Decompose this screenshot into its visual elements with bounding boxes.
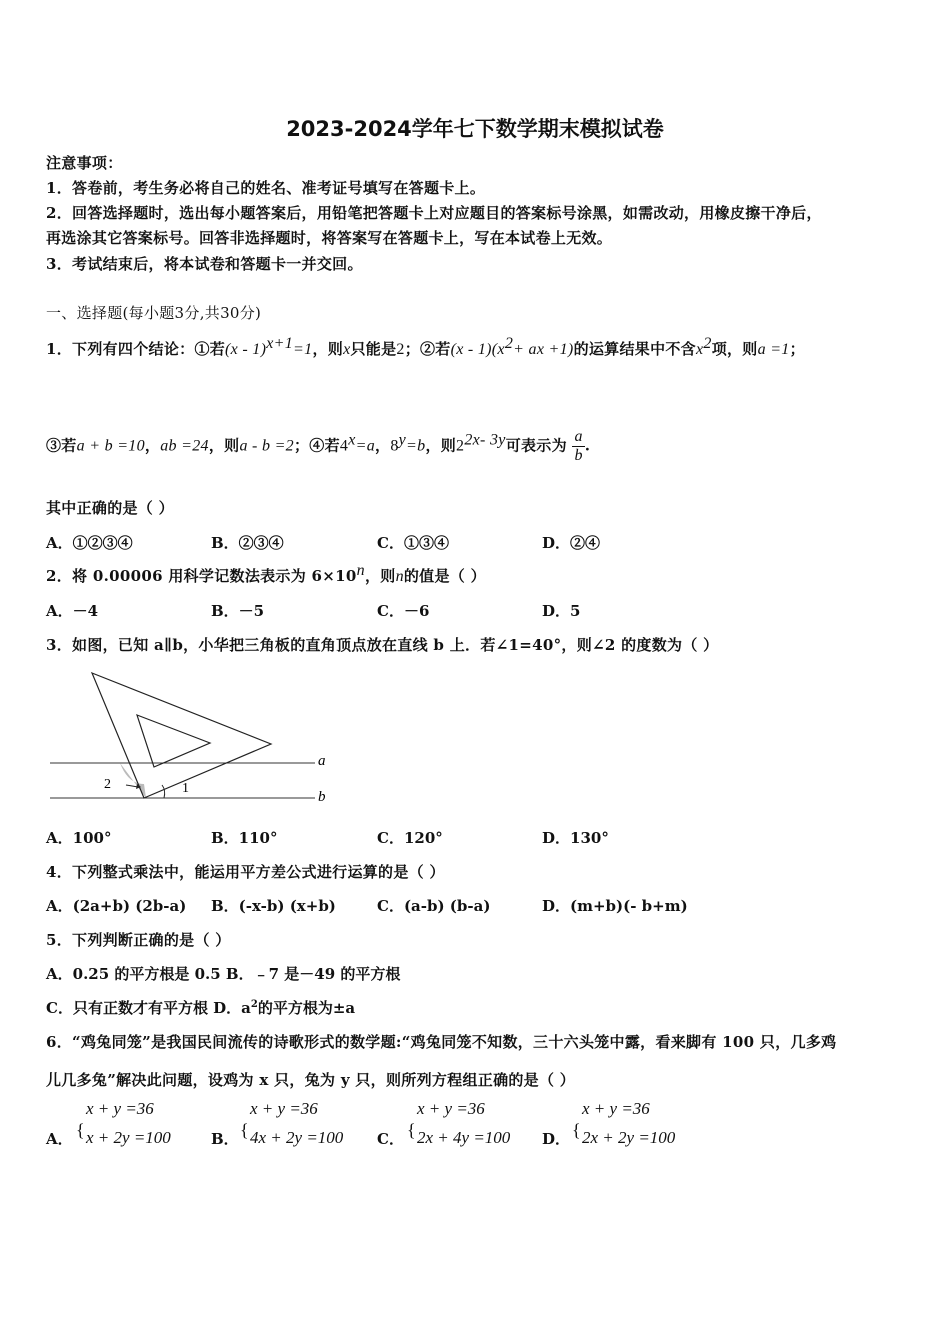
q1-option-b[interactable]: B．②③④: [211, 534, 284, 552]
q6-line1: 6．“鸡兔同笼”是我国民间流传的诗歌形式的数学题:“鸡兔同笼不知数，三十六头笼中露，看来脚有 100 只，几多鸡: [46, 1033, 837, 1051]
brace-icon: {: [76, 1120, 85, 1140]
outer-triangle: [92, 673, 271, 798]
page-title: 2023-2024学年七下数学期末模拟试卷: [286, 117, 664, 141]
q1-option-a[interactable]: A．①②③④: [46, 534, 133, 552]
q4-option-b[interactable]: B．(-x-b) (x+b): [211, 897, 336, 915]
q6-option-c-label[interactable]: C．: [377, 1130, 404, 1148]
q1-option-c[interactable]: C．①③④: [377, 534, 449, 552]
q1-ask: 其中正确的是（ ）: [46, 499, 174, 517]
label-angle2: 2: [104, 777, 111, 792]
angle2-pointer: [126, 785, 138, 787]
brace-icon: {: [572, 1120, 581, 1140]
q2-option-c[interactable]: C．－6: [377, 602, 430, 620]
inner-triangle: [137, 715, 210, 767]
label-b: b: [318, 789, 326, 805]
q4-option-a[interactable]: A．(2a+b) (2b-a): [46, 897, 187, 915]
q1-line1: 1．下列有四个结论：①若(x - 1)$^{x+1}$=1，则x只能是2；②若$(x - 1)(x^2+$ ax +1)的运算结果中不含$x^2$项，则a =1；: [46, 335, 805, 358]
angle1-arc: [162, 785, 165, 798]
q4-option-d[interactable]: D．(m+b)(- b+m): [542, 897, 688, 915]
q3-option-d[interactable]: D．130°: [542, 829, 609, 847]
q6-option-d-label[interactable]: D．: [542, 1130, 571, 1148]
q5-options-row1[interactable]: A．0.25 的平方根是 0.5 B．﹣7 是－49 的平方根: [46, 965, 401, 983]
notice-item: 1．答卷前，考生务必将自己的姓名、准考证号填写在答题卡上。: [46, 179, 486, 197]
q3-text: 3．如图，已知 a∥b，小华把三角板的直角顶点放在直线 b 上．若∠1=40°，则∠2 的度数为（ ）: [46, 636, 719, 654]
notice-item: 2．回答选择题时，选出每小题答案后，用铅笔把答题卡上对应题目的答案标号涂黑，如需改动，用橡皮擦干净后，: [46, 204, 822, 222]
q1-line2: ③若a + b =10，ab =24，则a - b =2；④若$4^x=a$，$8^y=b$，则$2^{2x- 3y}$可表示为 $\frac{a}{b}$ .: [46, 428, 591, 464]
q6-line2: 儿几多兔”解决此问题，设鸡为 x 只，兔为 y 只，则所列方程组正确的是（ ）: [46, 1071, 576, 1089]
q2-text: 2．将 0.00006 用科学记数法表示为 $6\times 10^n$，则n的值是（ ）: [46, 562, 486, 585]
label-angle1: 1: [182, 781, 189, 796]
notice-item: 3．考试结束后，将本试卷和答题卡一并交回。: [46, 255, 363, 273]
triangle-ruler-figure: [40, 664, 340, 809]
notice-heading: 注意事项：: [46, 154, 123, 172]
q3-option-c[interactable]: C．120°: [377, 829, 443, 847]
section-heading: 一、选择题(每小题3分,共30分): [46, 304, 262, 322]
fraction-a-over-b: $\frac{a}{b}$: [574, 428, 583, 464]
q5-text: 5．下列判断正确的是（ ）: [46, 931, 231, 949]
label-a: a: [318, 753, 326, 769]
q3-option-a[interactable]: A．100°: [46, 829, 112, 847]
q4-text: 4．下列整式乘法中，能运用平方差公式进行运算的是（ ）: [46, 863, 445, 881]
q2-option-a[interactable]: A．－4: [46, 602, 99, 620]
notice-item: 再选涂其它答案标号。回答非选择题时，将答案写在答题卡上，写在本试卷上无效。: [46, 229, 613, 247]
q6-option-a-label[interactable]: A．: [46, 1130, 73, 1148]
brace-icon: {: [407, 1120, 416, 1140]
q2-option-d[interactable]: D．5: [542, 602, 581, 620]
brace-icon: {: [240, 1120, 249, 1140]
q6-option-b-label[interactable]: B．: [211, 1130, 239, 1148]
q2-option-b[interactable]: B．－5: [211, 602, 265, 620]
q1-option-d[interactable]: D．②④: [542, 534, 601, 552]
q5-options-row2[interactable]: C．只有正数才有平方根 D．$a^2$的平方根为±a: [46, 999, 356, 1017]
q3-option-b[interactable]: B．110°: [211, 829, 278, 847]
q4-option-c[interactable]: C．(a-b) (b-a): [377, 897, 491, 915]
